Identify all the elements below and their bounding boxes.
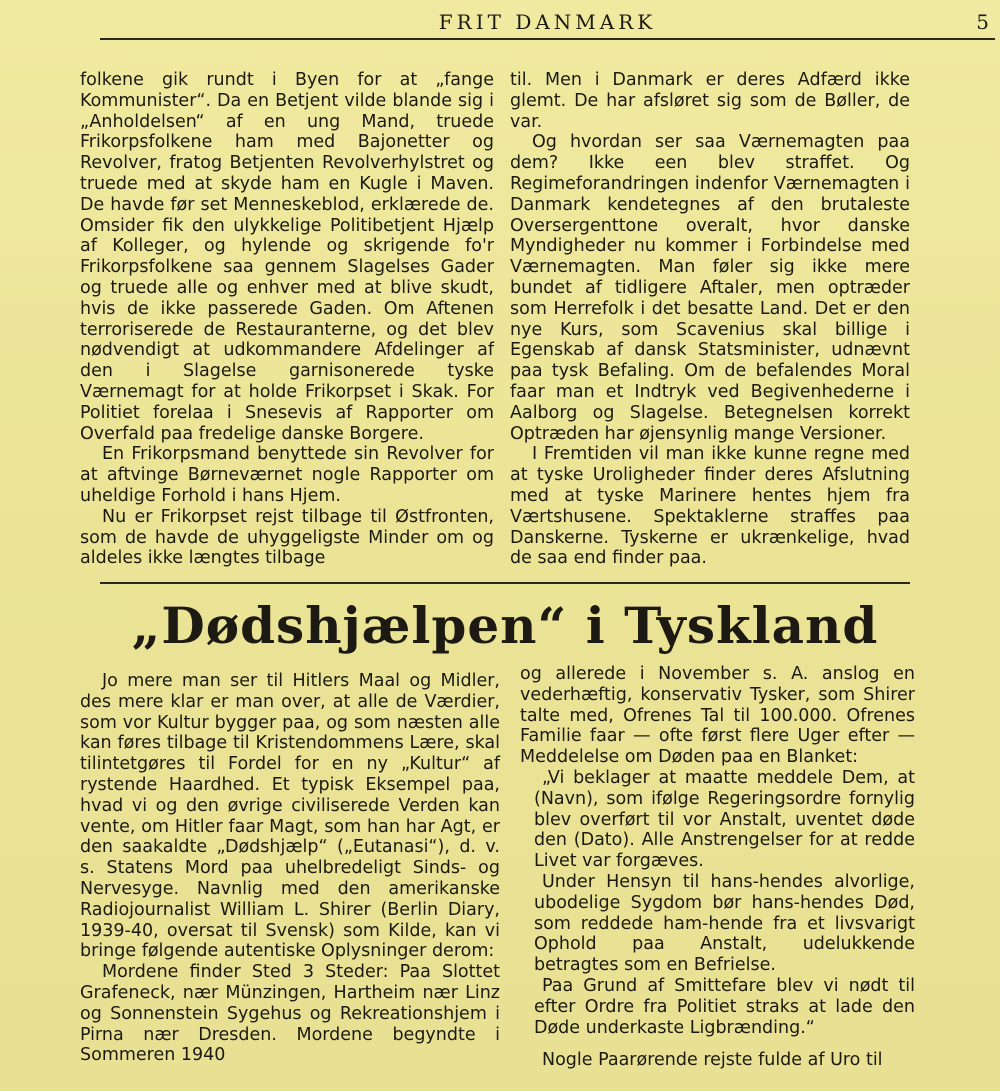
page-number: 5 bbox=[976, 10, 989, 34]
paragraph: En Frikorpsmand benyttede sin Revolver for at aftvinge Børneværnet nogle Rapporter om uheldige Forhold i hans Hjem. bbox=[80, 444, 494, 506]
article-right-column bbox=[520, 664, 915, 1071]
article-left-column bbox=[80, 671, 500, 1066]
paragraph: Mordene finder Sted 3 Steder: Paa Slottet Grafeneck, nær Münzingen, Hartheim nær Linz og Sonnenstein Sygehus og Rekreationshjem i Pirna nær Dresden. Mordene begyndte i Sommeren 1940 bbox=[80, 962, 500, 1066]
article-continuation-left-column bbox=[80, 70, 494, 569]
article-headline: „Dødshjælpen“ i Tyskland bbox=[131, 596, 879, 655]
paragraph: til. Men i Danmark er deres Adfærd ikke glemt. De har afsløret sig som de Bøller, de var. bbox=[510, 70, 910, 132]
paragraph: I Fremtiden vil man ikke kunne regne med at tyske Uroligheder finder deres Afslutning med at tyske Marinere hentes hjem fra Værtshusene. Spektaklerne straffes paa Danskerne. Tyskerne er ukrænkelige, hvad de saa end finder paa. bbox=[510, 444, 910, 569]
paragraph: folkene gik rundt i Byen for at „fange Kommunister“. Da en Betjent vilde blande sig i „Anholdelsen“ af en ung Mand, truede Frikorpsfolkene ham med Bajonetter og Revolver, fratog Betjenten Revolverhylstret og truede med at skyde ham en Kugle i Maven. De havde før set Menneskeblod, erklærede de. Omsider fik den ulykkelige Politibetjent Hjælp af Kolleger, og hylende og skrigende fo'r Frikorpsfolkene saa gennem Slagelses Gader og truede alle og enhver med at blive skudt, hvis de ikke passerede Gaden. Om Aftenen terroriserede de Restauranterne, og det blev nødvendigt at udkommandere Afdelinger af den i Slagelse garnisonerede tyske Værnemagt for at holde Frikorpset i Skak. For Politiet forelaa i Snesevis af Rapporter om Overfald paa fredelige danske Borgere. bbox=[80, 70, 494, 444]
section-divider bbox=[100, 582, 910, 584]
article-continuation-right-column bbox=[510, 70, 910, 569]
quoted-paragraph: Under Hensyn til hans-hendes alvorlige, ubodelige Sygdom bør hans-hendes Død, som reddede ham-hende fra et livsvarigt Ophold paa Anstalt, udelukkende betragtes som en Befrielse. bbox=[534, 871, 915, 976]
paragraph: Nogle Paarørende rejste fulde af Uro til bbox=[542, 1050, 883, 1071]
paragraph: og allerede i November s. A. anslog en vederhæftig, konservativ Tysker, som Shirer talte med, Ofrenes Tal til 100.000. Ofrenes Familie faar — ofte først flere Uger efter — Meddelelse om Døden paa en Blanket: bbox=[520, 664, 915, 768]
quoted-paragraph: „Vi beklager at maatte meddele Dem, at (Navn), som ifølge Regeringsordre fornylig blev overført til vor Anstalt, uventet døde den (Dato). Alle Anstrengelser for at redde Livet var forgæves. bbox=[534, 767, 915, 872]
newspaper-title: FRIT DANMARK bbox=[438, 10, 657, 34]
quoted-paragraph: Paa Grund af Smittefare blev vi nødt til efter Ordre fra Politiet straks at lade den Døde underkaste Ligbrænding.“ bbox=[534, 975, 915, 1038]
paragraph: Nu er Frikorpset rejst tilbage til Østfronten, som de havde de uhyggeligste Minder om og aldeles ikke længtes tilbage bbox=[80, 506, 494, 569]
paragraph: Jo mere man ser til Hitlers Maal og Midler, des mere klar er man over, at alle de Værdier, som vor Kultur bygger paa, og som næsten alle kan føres tilbage til Kristendommens Lære, skal tilintetgøres til Fordel for en ny „Kultur“ af rystende Haardhed. Et typisk Eksempel paa, hvad vi og den øvrige civiliserede Verden kan vente, om Hitler faar Magt, som han har Agt, er den saakaldte „Dødshjælp“ („Eutanasi“), d. v. s. Statens Mord paa uhelbredeligt Sinds- og Nervesyge. Navnlig med den amerikanske Radiojournalist William L. Shirer (Berlin Diary, 1939-40, oversat til Svensk) som Kilde, kan vi bringe følgende autentiske Oplysninger derom: bbox=[80, 671, 500, 962]
paragraph-gap bbox=[520, 1038, 915, 1050]
page-header bbox=[100, 4, 995, 40]
paragraph: Og hvordan ser saa Værnemagten paa dem? Ikke een blev straffet. Og Regimeforandringen indenfor Værnemagten i Danmark kendetegnes af den brutaleste Oversergenttone overalt, hvor danske Myndigheder nu kommer i Forbindelse med Værnemagten. Man føler sig ikke mere bundet af tidligere Aftaler, men optræder som Herrefolk i det besatte Land. Det er den nye Kurs, som Scavenius skal billige i Egenskab af dansk Statsminister, udnævnt paa tysk Befaling. Om de befalendes Moral faar man et Indtryk ved Begivenhederne i Aalborg og Slagelse. Betegnelsen korrekt Optræden har øjensynlig mange Versioner. bbox=[510, 132, 910, 444]
